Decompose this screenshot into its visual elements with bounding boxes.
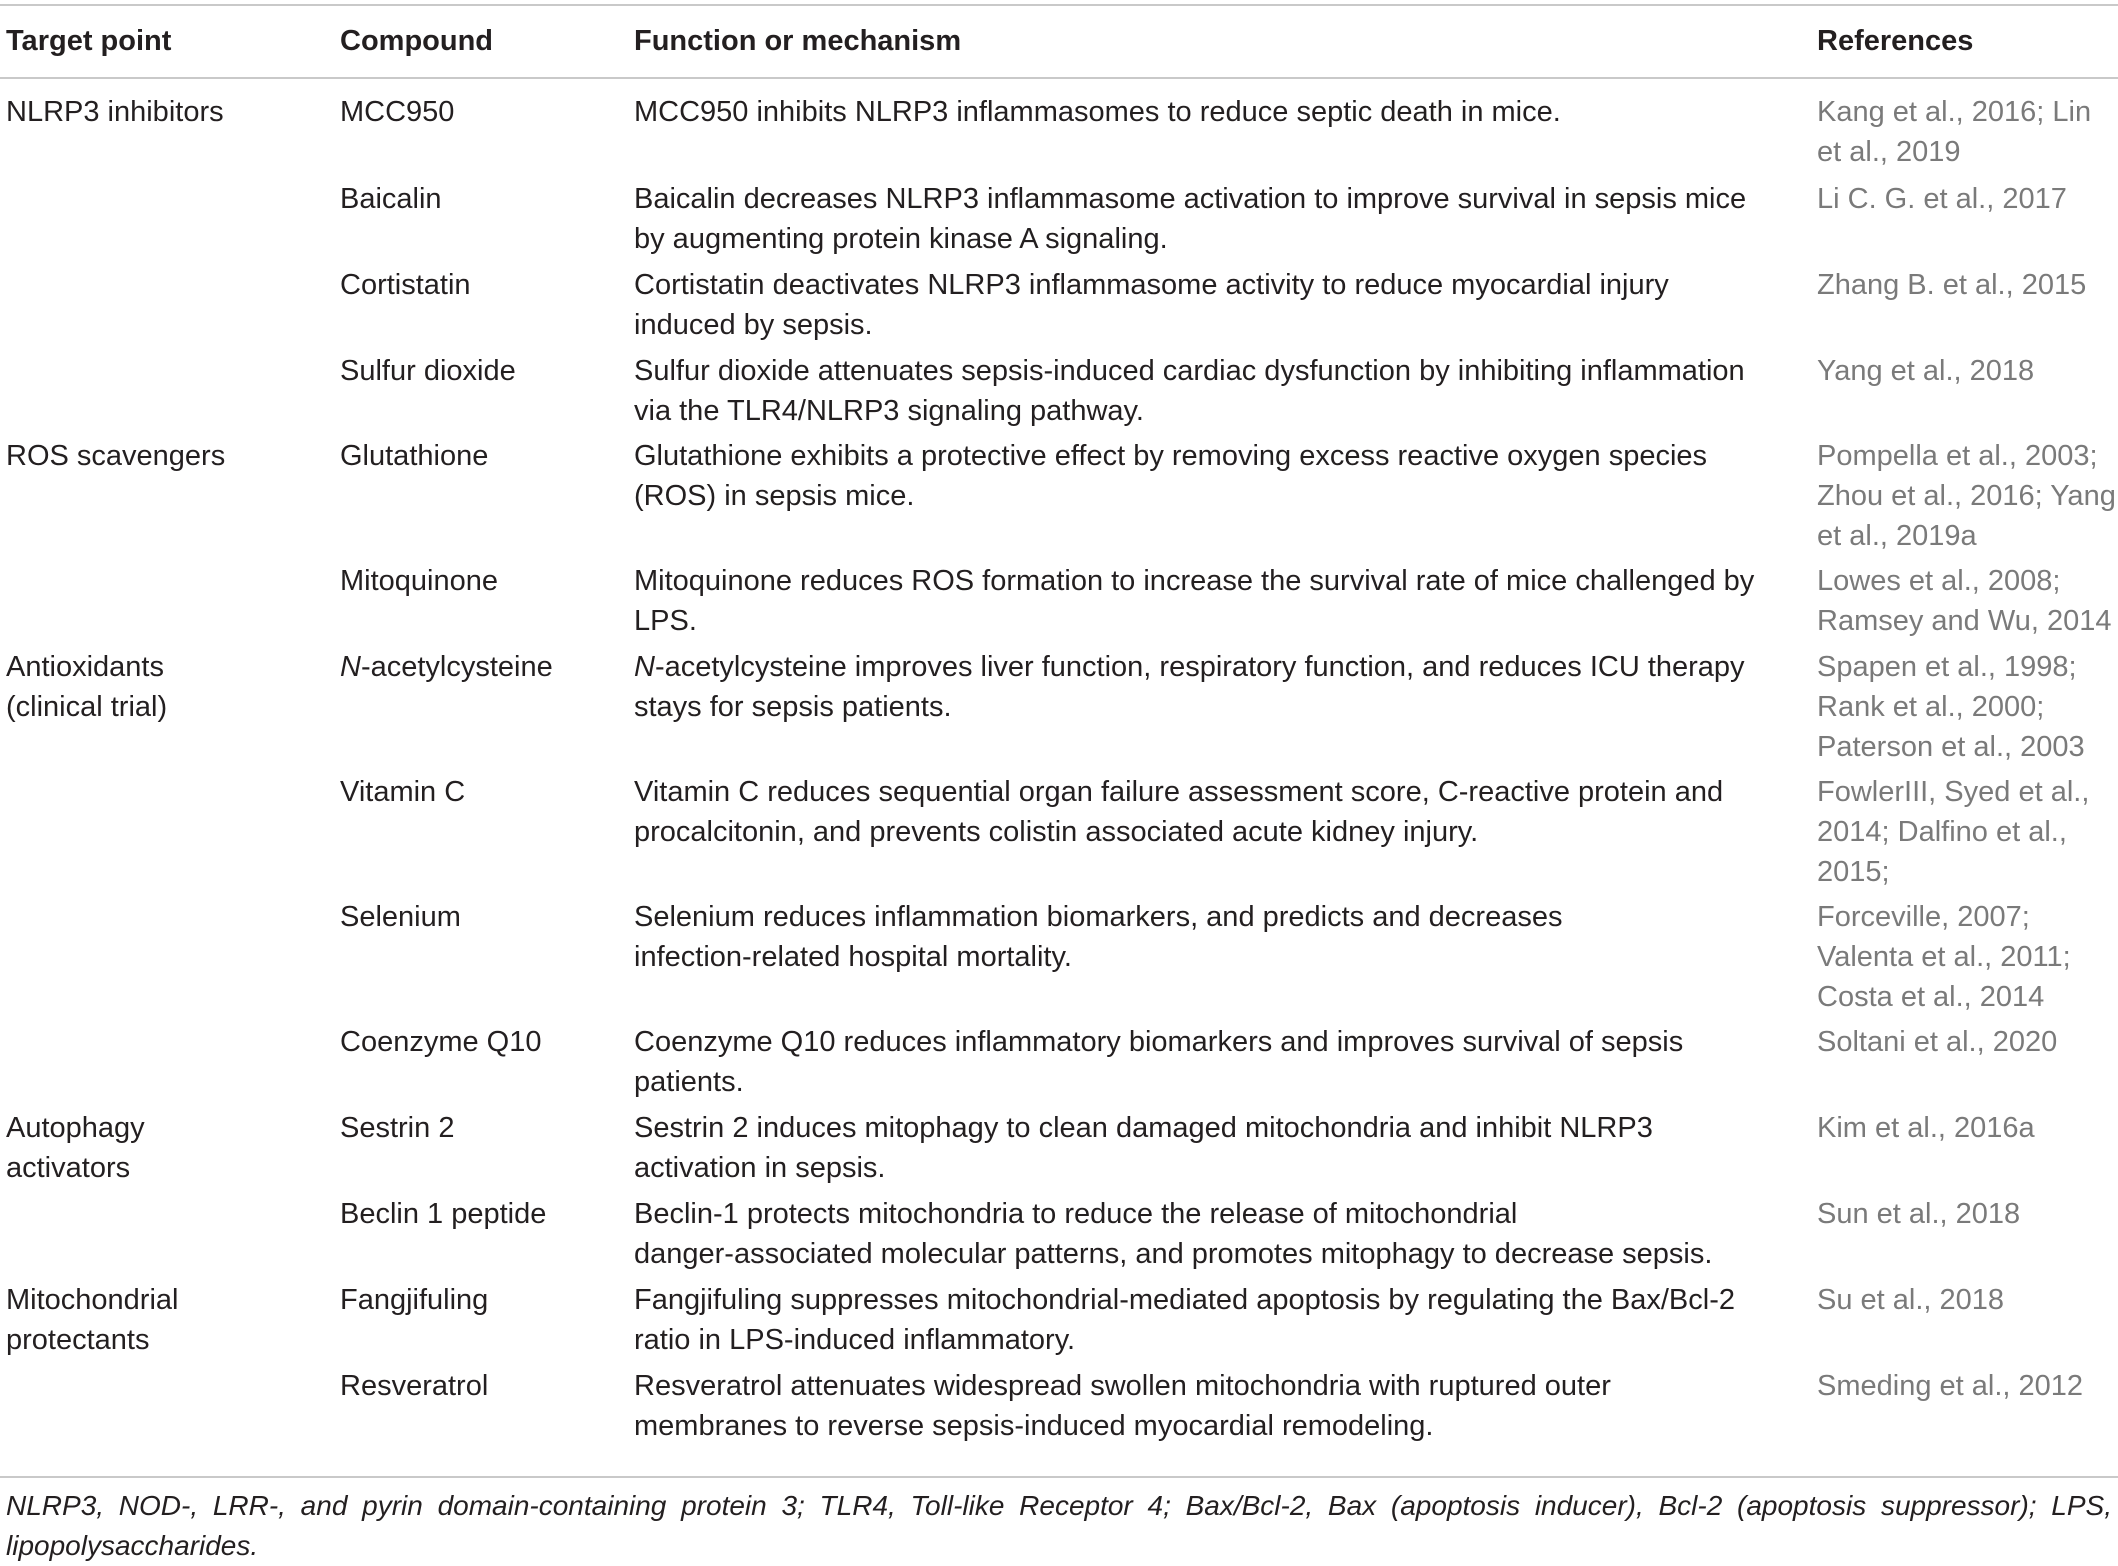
target-point-cell: Mitochondrial: [6, 1284, 179, 1316]
compound-cell: Beclin 1 peptide: [340, 1198, 547, 1230]
function-cell: membranes to reverse sepsis-induced myocardial remodeling.: [634, 1410, 1434, 1442]
function-cell: Sulfur dioxide attenuates sepsis-induced cardiac dysfunction by inhibiting inflammation: [634, 355, 1745, 387]
function-cell: procalcitonin, and prevents colistin associated acute kidney injury.: [634, 816, 1479, 848]
function-cell: by augmenting protein kinase A signaling.: [634, 223, 1168, 255]
function-cell: Mitoquinone reduces ROS formation to increase the survival rate of mice challenged by: [634, 565, 1755, 597]
compound-cell: Glutathione: [340, 440, 489, 472]
reference-cell: Costa et al., 2014: [1817, 981, 2045, 1013]
function-cell: Resveratrol attenuates widespread swollen mitochondria with ruptured outer: [634, 1370, 1611, 1402]
function-cell: Fangjifuling suppresses mitochondrial-mediated apoptosis by regulating the Bax/Bcl-2: [634, 1284, 1735, 1316]
header-references: References: [1817, 25, 1974, 57]
reference-cell: Valenta et al., 2011;: [1817, 941, 2071, 973]
reference-cell: Soltani et al., 2020: [1817, 1026, 2058, 1058]
compound-cell: Baicalin: [340, 183, 442, 215]
reference-cell: Zhou et al., 2016; Yang: [1817, 480, 2116, 512]
reference-cell: Smeding et al., 2012: [1817, 1370, 2084, 1402]
reference-cell: FowlerIII, Syed et al.,: [1817, 776, 2090, 808]
reference-cell: Yang et al., 2018: [1817, 355, 2035, 387]
compound-prefix: N: [340, 651, 361, 683]
function-cell: (ROS) in sepsis mice.: [634, 480, 915, 512]
reference-cell: Forceville, 2007;: [1817, 901, 2030, 933]
reference-cell: Sun et al., 2018: [1817, 1198, 2021, 1230]
reference-cell: et al., 2019: [1817, 136, 1961, 168]
table-top-rule: [0, 4, 2118, 6]
target-point-cell: activators: [6, 1152, 131, 1184]
reference-cell: Su et al., 2018: [1817, 1284, 2005, 1316]
function-cell: Glutathione exhibits a protective effect by removing excess reactive oxygen species: [634, 440, 1708, 472]
function-cell: Beclin-1 protects mitochondria to reduce the release of mitochondrial: [634, 1198, 1518, 1230]
function-cell: via the TLR4/NLRP3 signaling pathway.: [634, 395, 1144, 427]
function-cell: activation in sepsis.: [634, 1152, 886, 1184]
function-cell: Cortistatin deactivates NLRP3 inflammasome activity to reduce myocardial injury: [634, 269, 1669, 301]
compound-cell: Resveratrol: [340, 1370, 489, 1402]
reference-cell: Ramsey and Wu, 2014: [1817, 605, 2112, 637]
reference-cell: 2015;: [1817, 856, 1890, 888]
function-prefix: N: [634, 651, 655, 683]
compound-cell: Fangjifuling: [340, 1284, 489, 1316]
compound-cell: Sulfur dioxide: [340, 355, 516, 387]
function-cell: danger-associated molecular patterns, and promotes mitophagy to decrease sepsis.: [634, 1238, 1713, 1270]
function-cell: stays for sepsis patients.: [634, 691, 952, 723]
compound-cell: Mitoquinone: [340, 565, 498, 597]
compound-cell: Coenzyme Q10: [340, 1026, 542, 1058]
target-point-cell: Antioxidants: [6, 651, 164, 683]
reference-cell: Rank et al., 2000;: [1817, 691, 2045, 723]
function-cell: LPS.: [634, 605, 697, 637]
reference-cell: Lowes et al., 2008;: [1817, 565, 2061, 597]
function-cell: Coenzyme Q10 reduces inflammatory biomarkers and improves survival of sepsis: [634, 1026, 1684, 1058]
target-point-cell: protectants: [6, 1324, 150, 1356]
reference-cell: Li C. G. et al., 2017: [1817, 183, 2067, 215]
function-cell: MCC950 inhibits NLRP3 inflammasomes to reduce septic death in mice.: [634, 96, 1561, 128]
function-cell: ratio in LPS-induced inflammatory.: [634, 1324, 1076, 1356]
target-point-cell: NLRP3 inhibitors: [6, 96, 224, 128]
header-compound: Compound: [340, 25, 494, 57]
function-cell: N-acetylcysteine improves liver function, respiratory function, and reduces ICU therapy: [634, 651, 1745, 683]
function-cell: Baicalin decreases NLRP3 inflammasome activation to improve survival in sepsis mice: [634, 183, 1747, 215]
table-header-rule: [0, 77, 2118, 79]
function-cell: Sestrin 2 induces mitophagy to clean damaged mitochondria and inhibit NLRP3: [634, 1112, 1653, 1144]
function-cell: Selenium reduces inflammation biomarkers, and predicts and decreases: [634, 901, 1563, 933]
target-point-cell: (clinical trial): [6, 691, 168, 723]
target-point-cell: ROS scavengers: [6, 440, 226, 472]
reference-cell: Pompella et al., 2003;: [1817, 440, 2098, 472]
reference-cell: 2014; Dalfino et al.,: [1817, 816, 2067, 848]
target-point-cell: Autophagy: [6, 1112, 145, 1144]
function-cell: Vitamin C reduces sequential organ failure assessment score, C-reactive protein and: [634, 776, 1724, 808]
compound-cell: Sestrin 2: [340, 1112, 455, 1144]
function-cell: infection-related hospital mortality.: [634, 941, 1072, 973]
reference-cell: Zhang B. et al., 2015: [1817, 269, 2087, 301]
compound-cell: Selenium: [340, 901, 461, 933]
reference-cell: Kim et al., 2016a: [1817, 1112, 2035, 1144]
reference-cell: Paterson et al., 2003: [1817, 731, 2085, 763]
reference-cell: Spapen et al., 1998;: [1817, 651, 2077, 683]
header-function: Function or mechanism: [634, 25, 962, 57]
compound-cell: N-acetylcysteine: [340, 651, 553, 683]
reference-cell: et al., 2019a: [1817, 520, 1977, 552]
header-target-point: Target point: [6, 25, 172, 57]
reference-cell: Kang et al., 2016; Lin: [1817, 96, 2092, 128]
function-cell: patients.: [634, 1066, 744, 1098]
compound-cell: Cortistatin: [340, 269, 471, 301]
table-bottom-rule: [0, 1476, 2118, 1478]
compound-cell: Vitamin C: [340, 776, 466, 808]
table-footnote: NLRP3, NOD-, LRR-, and pyrin domain-containing protein 3; TLR4, Toll-like Receptor 4; Bax/Bcl-2, Bax (apoptosis inducer), Bcl-2 (apoptosis suppressor); LPS, lipopolysaccharides.: [6, 1490, 2112, 1561]
function-cell: induced by sepsis.: [634, 309, 873, 341]
compound-cell: MCC950: [340, 96, 455, 128]
